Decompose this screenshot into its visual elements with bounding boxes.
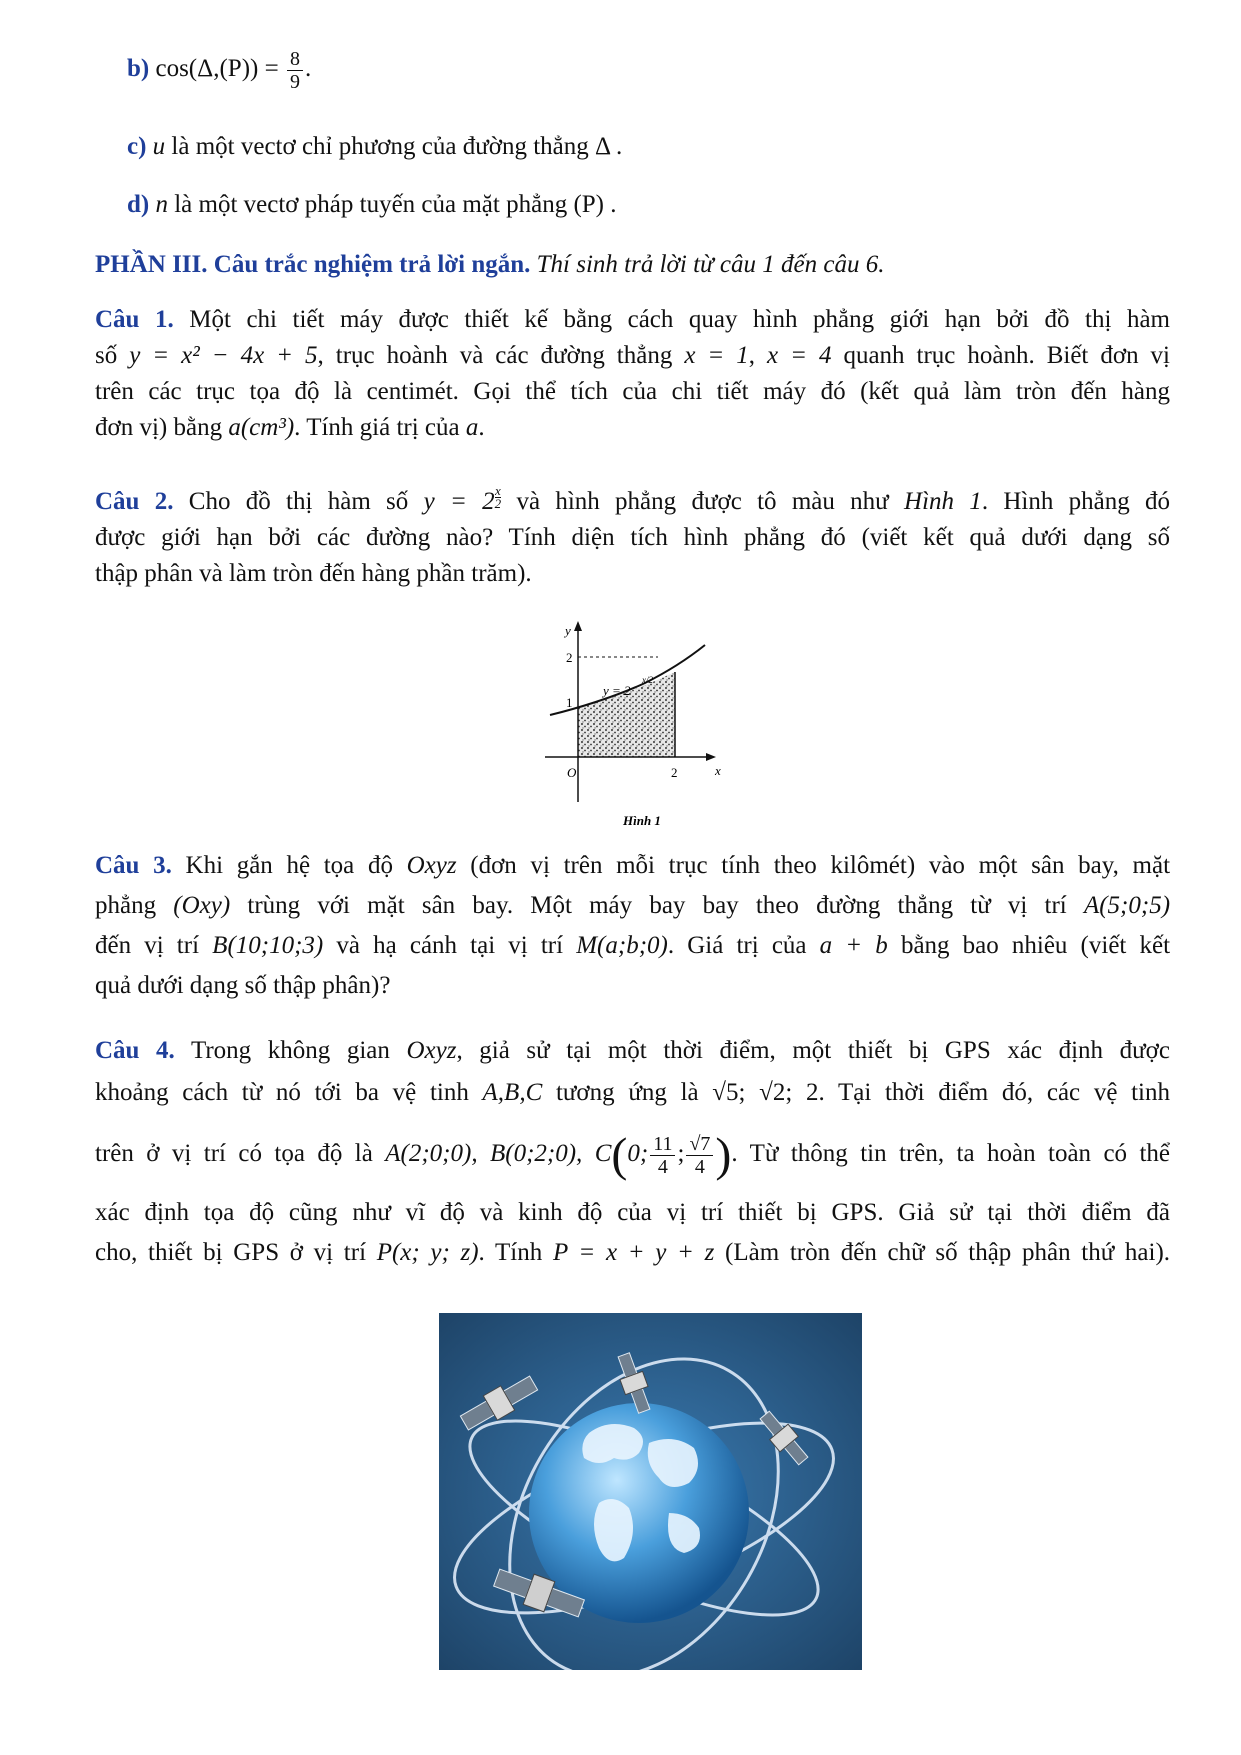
item-c: c) u là một vectơ chỉ phương của đường thẳng Δ . bbox=[127, 133, 623, 160]
y-axis-arrow bbox=[574, 621, 582, 631]
item-d: d) n là một vectơ pháp tuyến của mặt phẳng (P) . bbox=[127, 191, 617, 218]
x-label: x bbox=[715, 763, 721, 778]
cos-formula: cos(Δ,(P)) = bbox=[155, 55, 279, 83]
graph-2-pow-x-half bbox=[515, 615, 835, 830]
figure-1 bbox=[515, 615, 835, 830]
fraction-8-9: $\frac{8}{9}$ bbox=[287, 48, 303, 93]
item-b: b) cos(Δ,(P)) = $\frac{8}{9}$ . bbox=[127, 48, 312, 93]
question-1: Câu 1. Một chi tiết máy được thiết kế bằng cách quay hình phẳng giới hạn bởi đồ thị hàm số y = x² − 4x + 5, trục hoành và các đường thẳng x = 1, x = 4 quanh trục hoành. Biết đơn vị trên các trục tọa độ là centimét. Gọi thể tích của chi tiết máy đó (kết quả làm tròn đến hàng đơn vị) bằng a(cm³). Tính giá trị của a. bbox=[95, 306, 1171, 441]
gps-satellite-image bbox=[439, 1313, 862, 1670]
curve-label: y = 2 bbox=[603, 683, 631, 698]
question-3: Câu 3. Khi gắn hệ tọa độ Oxyz (đơn vị trên mỗi trục tính theo kilômét) vào một sân bay, mặt phẳng (Oxy) trùng với mặt sân bay. Một máy bay bay theo đường thẳng từ vị trí A(5;0;5) đến vị trí B(10;10;3) và hạ cánh tại vị trí M(a;b;0). Giá trị của a + b bằng bao nhiêu (viết kết quả dưới dạng số thập phân)? bbox=[95, 852, 1171, 999]
question-2: Câu 2. Cho đồ thị hàm số y = 2 $^{\frac{x}{2}}$ và hình phẳng được tô màu như Hình 1. Hình phẳng đó được giới hạn bởi các đường nào? Tính diện tích hình phẳng đó (viết kết quả dưới dạng số thập phân và làm tròn đến hàng phần trăm). bbox=[95, 483, 1171, 587]
figure-caption: Hình 1 bbox=[623, 813, 661, 828]
x-axis-arrow bbox=[706, 753, 716, 761]
vector-n: n bbox=[155, 191, 168, 218]
origin-label: O bbox=[567, 765, 577, 780]
section-heading: PHẦN III. Câu trắc nghiệm trả lời ngắn. Thí sinh trả lời từ câu 1 đến câu 6. bbox=[95, 251, 885, 278]
tick-x-2: 2 bbox=[671, 765, 678, 780]
question-4: Câu 4. Trong không gian Oxyz, giả sử tại một thời điểm, một thiết bị GPS xác định được khoảng cách từ nó tới ba vệ tinh A,B,C tương ứng là √5; √2; 2. Tại thời điểm đó, các vệ tinh trên ở vị trí có tọa độ là A(2;0;0), B(0;2;0), C(0; $\frac{11}{4}$ ; $\frac{√7}{4}$ ). Từ thông tin trên, ta hoàn toàn có thể xác định tọa độ cũng như vĩ độ và kinh độ của vị trí thiết bị GPS. Giả sử tại thời điểm đã cho, thiết bị GPS ở vị trí P(x; y; z). Tính P = x + y + z (Làm tròn đến chữ số thập phân thứ hai). bbox=[95, 1037, 1171, 1266]
y-label: y bbox=[565, 623, 571, 638]
tick-y-1: 1 bbox=[566, 695, 573, 710]
tick-y-2: 2 bbox=[566, 650, 573, 665]
curve-exponent: x/2 bbox=[642, 675, 653, 685]
vector-u: u bbox=[152, 133, 166, 160]
satellite-globe-illustration bbox=[439, 1313, 862, 1670]
